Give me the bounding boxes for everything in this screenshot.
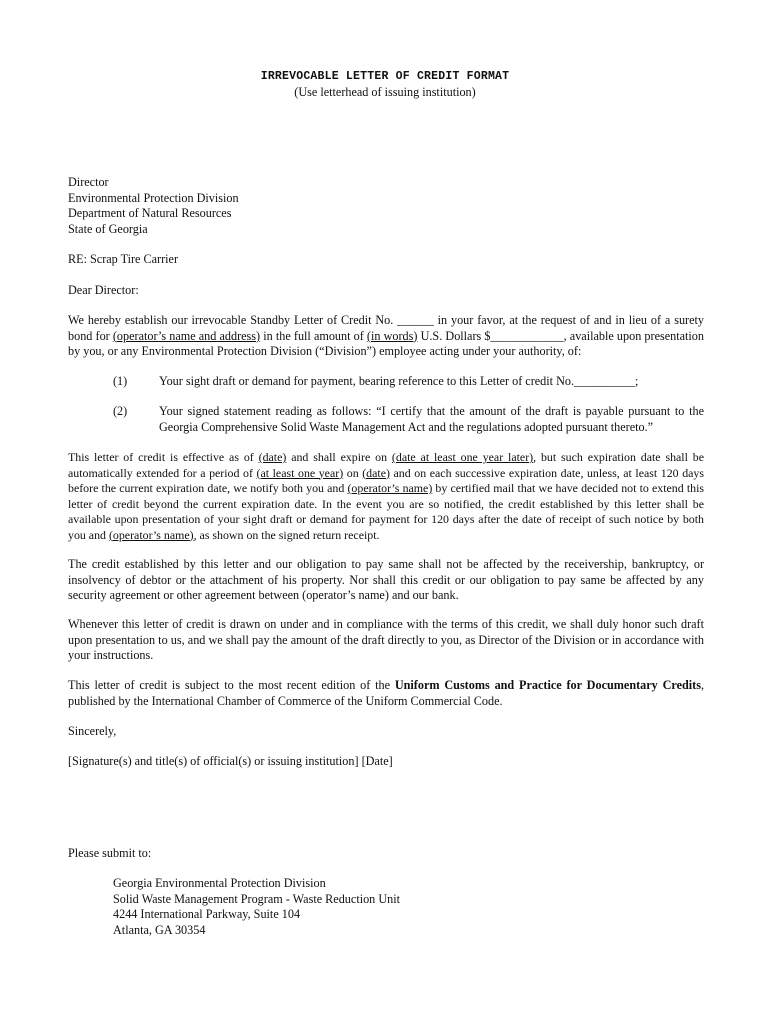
text-run: and shall expire on xyxy=(286,450,392,464)
recipient-line: State of Georgia xyxy=(68,221,148,236)
text-run: This letter of credit is effective as of xyxy=(68,450,259,464)
text-run: We hereby establish our irrevocable Standby Letter of Credit No. ______ in your favor, at the request of and in lieu of a surety bond for xyxy=(68,313,704,343)
paragraph-1 xyxy=(68,313,704,360)
recipient-line: Department of Natural Resources xyxy=(68,206,232,220)
ucp-reference: Uniform Customs and Practice for Documentary Credits xyxy=(394,678,701,692)
operator-name-field: (operator’s name) xyxy=(108,527,194,542)
closing: Sincerely, xyxy=(68,724,117,738)
item-number: (1) xyxy=(113,374,128,388)
text-run: on xyxy=(343,465,363,480)
paragraph-2 xyxy=(68,450,704,543)
item-text: Your signed statement reading as follows: “I certify that the amount of the draft is payable pursuant to the Georgia Comprehensive Solid Waste Management Act and the regulations adopted pursuant thereto.” xyxy=(159,404,704,434)
address-line: Atlanta, GA 30354 xyxy=(113,922,206,937)
recipient-line: Director xyxy=(68,175,109,189)
paragraph-5 xyxy=(68,678,704,709)
extension-date-field: (date) xyxy=(362,465,390,480)
recipient-address xyxy=(68,175,704,237)
recipient-line: Environmental Protection Division xyxy=(68,190,239,205)
item-number: (2) xyxy=(113,404,128,418)
address-line: 4244 International Parkway, Suite 104 xyxy=(113,907,301,921)
address-line: Georgia Environmental Protection Division xyxy=(113,876,326,890)
operator-name-field: (operator’s name) xyxy=(347,481,433,495)
expiry-date-field: (date at least one year later) xyxy=(391,450,534,464)
item-text: Your sight draft or demand for payment, bearing reference to this Letter of credit No.__________; xyxy=(159,374,639,388)
document-title: IRREVOCABLE LETTER OF CREDIT FORMAT xyxy=(260,70,510,83)
text-run: by certified mail that we have decided not to extend this letter of credit beyond the current expiration date. In the event you are so notified, the credit established by this letter shall be available upon presentation of your sight draft or demand for payment for 120 days after the date of receipt of such notice by both you and xyxy=(68,481,704,542)
submit-address xyxy=(113,876,400,938)
paragraph-3: The credit established by this letter and our obligation to pay same shall not be affected by the receivership, bankruptcy, or insolvency of debtor or the attachment of his property. Nor shall this credit or our obligation to pay same be affected by any security agreement or other agreement between (operator’s name) and our bank. xyxy=(68,557,704,602)
re-line: RE: Scrap Tire Carrier xyxy=(68,252,179,266)
text-run: , as shown on the signed return receipt. xyxy=(193,527,380,542)
extension-period-field: (at least one year) xyxy=(256,465,344,480)
text-run: in the full amount of xyxy=(260,328,367,343)
text-run: U.S. Dollars $____________, available upon presentation by you, or any Environmental Protection Division (“Division”) employee acting under your authority, of: xyxy=(68,328,704,358)
submit-label: Please submit to: xyxy=(68,846,152,860)
text-run: , published by the International Chamber of Commerce of the Uniform Commercial Code. xyxy=(68,678,705,708)
document-subtitle: (Use letterhead of issuing institution) xyxy=(294,85,476,99)
effective-date-field: (date) xyxy=(258,450,287,464)
text-run: and on each successive expiration date, unless, at least 120 days before the current expiration date, we notify both you and xyxy=(68,465,704,495)
operator-name-address-field: (operator’s name and address) xyxy=(112,328,261,343)
amount-in-words-field: (in words) xyxy=(366,328,418,343)
paragraph-4: Whenever this letter of credit is drawn on under and in compliance with the terms of this credit, we shall duly honor such draft upon presentation to us, and we shall pay the amount of the draft directly to you, as Director of the Division or in accordance with your instructions. xyxy=(68,617,704,662)
text-run: This letter of credit is subject to the most recent edition of the xyxy=(68,678,395,692)
text-run: , but such expiration date shall be automatically extended for a period of xyxy=(68,450,704,480)
signature-line: [Signature(s) and title(s) of official(s) or issuing institution] [Date] xyxy=(68,754,393,768)
address-line: Solid Waste Management Program - Waste Reduction Unit xyxy=(113,891,400,906)
salutation: Dear Director: xyxy=(68,283,139,297)
